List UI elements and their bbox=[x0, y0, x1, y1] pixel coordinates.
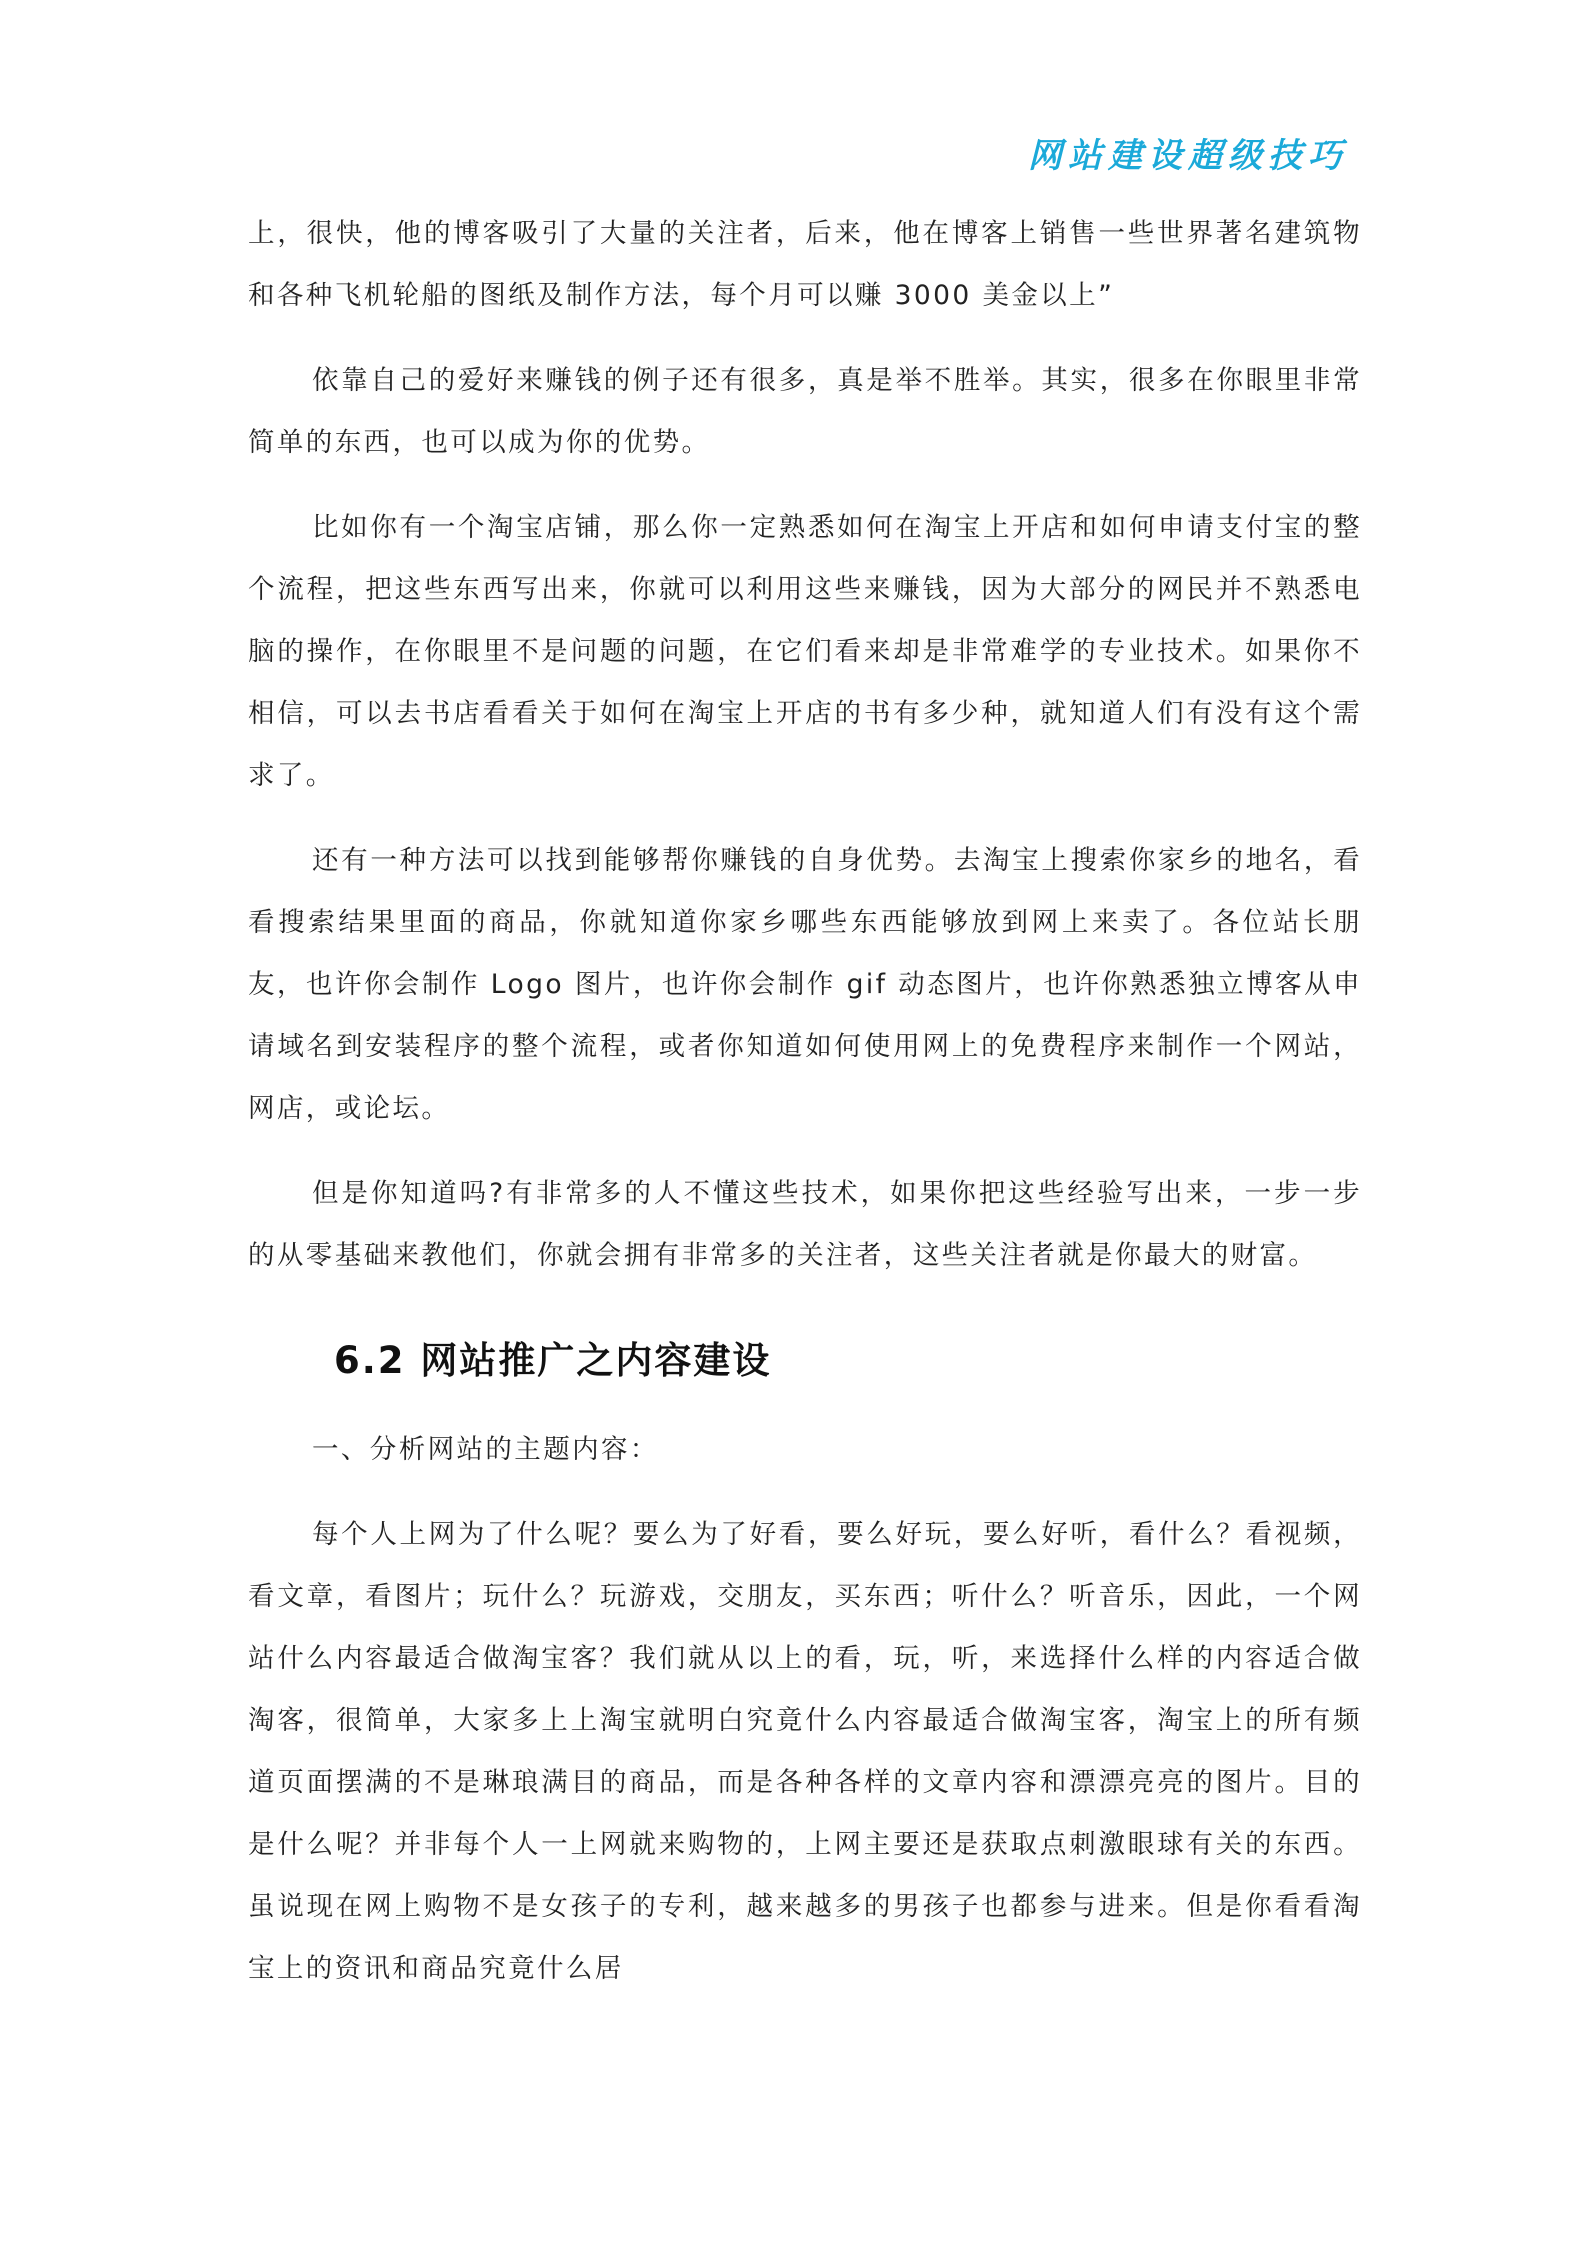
paragraph-hobby-examples: 依靠自己的爱好来赚钱的例子还有很多，真是举不胜举。其实，很多在你眼里非常简单的东西，也可以成为你的优势。 bbox=[248, 365, 1362, 458]
running-header-title: 网站建设超级技巧 bbox=[1028, 136, 1348, 176]
section-heading: 6.2 网站推广之内容建设 bbox=[334, 1339, 772, 1382]
page-content bbox=[248, 203, 1362, 2000]
paragraph-site-content: 每个人上网为了什么呢？要么为了好看，要么好玩，要么好听，看什么？看视频，看文章，看图片；玩什么？玩游戏，交朋友，买东西；听什么？听音乐，因此，一个网站什么内容最适合做淘宝客？我们就从以上的看，玩，听，来选择什么样的内容适合做淘客，很简单，大家多上上淘宝就明白究竟什么内容最适合做淘宝客，淘宝上的所有频道页面摆满的不是琳琅满目的商品，而是各种各样的文章内容和漂漂亮亮的图片。目的是什么呢？并非每个人一上网就来购物的，上网主要还是获取点刺激眼球有关的东西。虽说现在网上购物不是女孩子的专利，越来越多的男孩子也都参与进来。但是你看看淘宝上的资讯和商品究竟什么居 bbox=[248, 1519, 1362, 1984]
paragraph-hometown-search: 还有一种方法可以找到能够帮你赚钱的自身优势。去淘宝上搜索你家乡的地名，看看搜索结果里面的商品，你就知道你家乡哪些东西能够放到网上来卖了。各位站长朋友，也许你会制作 Logo 图片，也许你会制作 gif 动态图片，也许你熟悉独立博客从申请域名到安装程序的整个流程，或者你知道如何使用网上的免费程序来制作一个网站，网店，或论坛。 bbox=[248, 845, 1362, 1124]
paragraph-wealth: 但是你知道吗?有非常多的人不懂这些技术，如果你把这些经验写出来，一步一步的从零基础来教他们，你就会拥有非常多的关注者，这些关注者就是你最大的财富。 bbox=[248, 1178, 1362, 1271]
paragraph-taobao-store: 比如你有一个淘宝店铺，那么你一定熟悉如何在淘宝上开店和如何申请支付宝的整个流程，把这些东西写出来，你就可以利用这些来赚钱，因为大部分的网民并不熟悉电脑的操作，在你眼里不是问题的问题，在它们看来却是非常难学的专业技术。如果你不相信，可以去书店看看关于如何在淘宝上开店的书有多少种，就知道人们有没有这个需求了。 bbox=[248, 512, 1362, 791]
section-subheading: 一、分析网站的主题内容： bbox=[312, 1434, 659, 1465]
paragraph-continued: 上，很快，他的博客吸引了大量的关注者，后来，他在博客上销售一些世界著名建筑物和各种飞机轮船的图纸及制作方法，每个月可以赚 3000 美金以上” bbox=[248, 218, 1362, 311]
